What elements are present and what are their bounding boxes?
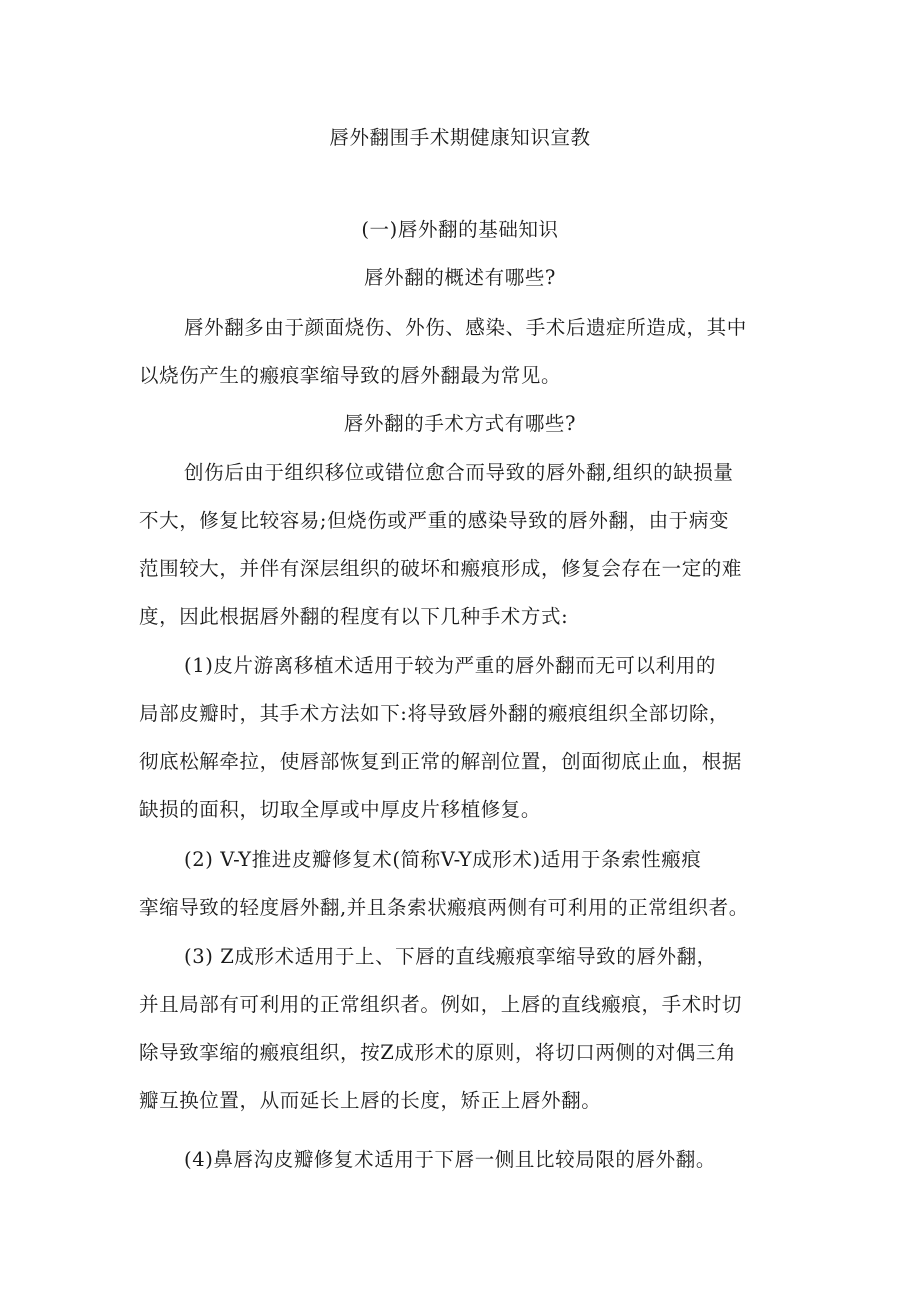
paragraph-line: 局部皮瓣时，其手术方法如下:将导致唇外翻的瘢痕组织全部切除， bbox=[139, 702, 730, 725]
paragraph-line: 唇外翻多由于颜面烧伤、外伤、感染、手术后遗症所造成，其中 bbox=[184, 316, 747, 339]
document-title: 唇外翻围手术期健康知识宣教 bbox=[329, 126, 591, 149]
paragraph-line: 范围较大，并伴有深层组织的破坏和瘢痕形成，修复会存在一定的难 bbox=[139, 557, 743, 580]
paragraph-line: 度，因此根据唇外翻的程度有以下几种手术方式: bbox=[139, 605, 569, 628]
paragraph-line: 不大，修复比较容易;但烧伤或严重的感染导致的唇外翻，由于病变 bbox=[139, 509, 730, 532]
paragraph-line: 挛缩导致的轻度唇外翻,并且条索状瘢痕两侧有可利用的正常组织者。 bbox=[139, 896, 749, 919]
section-heading: (一)唇外翻的基础知识 bbox=[361, 218, 559, 241]
paragraph-line: 以烧伤产生的瘢痕挛缩导致的唇外翻最为常见。 bbox=[139, 364, 562, 387]
question-heading-surgery: 唇外翻的手术方式有哪些? bbox=[343, 412, 577, 435]
paragraph-line: (3) Z成形术适用于上、下唇的直线瘢痕挛缩导致的唇外翻， bbox=[184, 945, 717, 968]
paragraph-line: (4)鼻唇沟皮瓣修复术适用于下唇一侧且比较局限的唇外翻。 bbox=[184, 1148, 716, 1171]
question-heading-overview: 唇外翻的概述有哪些? bbox=[364, 266, 556, 289]
paragraph-line: (2) V-Y推进皮瓣修复术(简称V-Y成形术)适用于条索性瘢痕 bbox=[184, 848, 702, 871]
paragraph-line: 并且局部有可利用的正常组织者。例如，上唇的直线瘢痕，手术时切 bbox=[139, 993, 743, 1016]
paragraph-line: 瓣互换位置，从而延长上唇的长度，矫正上唇外翻。 bbox=[139, 1089, 602, 1112]
paragraph-line: 除导致挛缩的瘢痕组织，按Z成形术的原则，将切口两侧的对偶三角 bbox=[139, 1041, 737, 1064]
paragraph-line: 创伤后由于组织移位或错位愈合而导致的唇外翻,组织的缺损量 bbox=[184, 461, 734, 484]
paragraph-line: (1)皮片游离移植术适用于较为严重的唇外翻而无可以利用的 bbox=[184, 654, 716, 677]
paragraph-line: 彻底松解牵拉，使唇部恢复到正常的解剖位置，创面彻底止血，根据 bbox=[139, 750, 743, 773]
paragraph-line: 缺损的面积，切取全厚或中厚皮片移植修复。 bbox=[139, 798, 542, 821]
